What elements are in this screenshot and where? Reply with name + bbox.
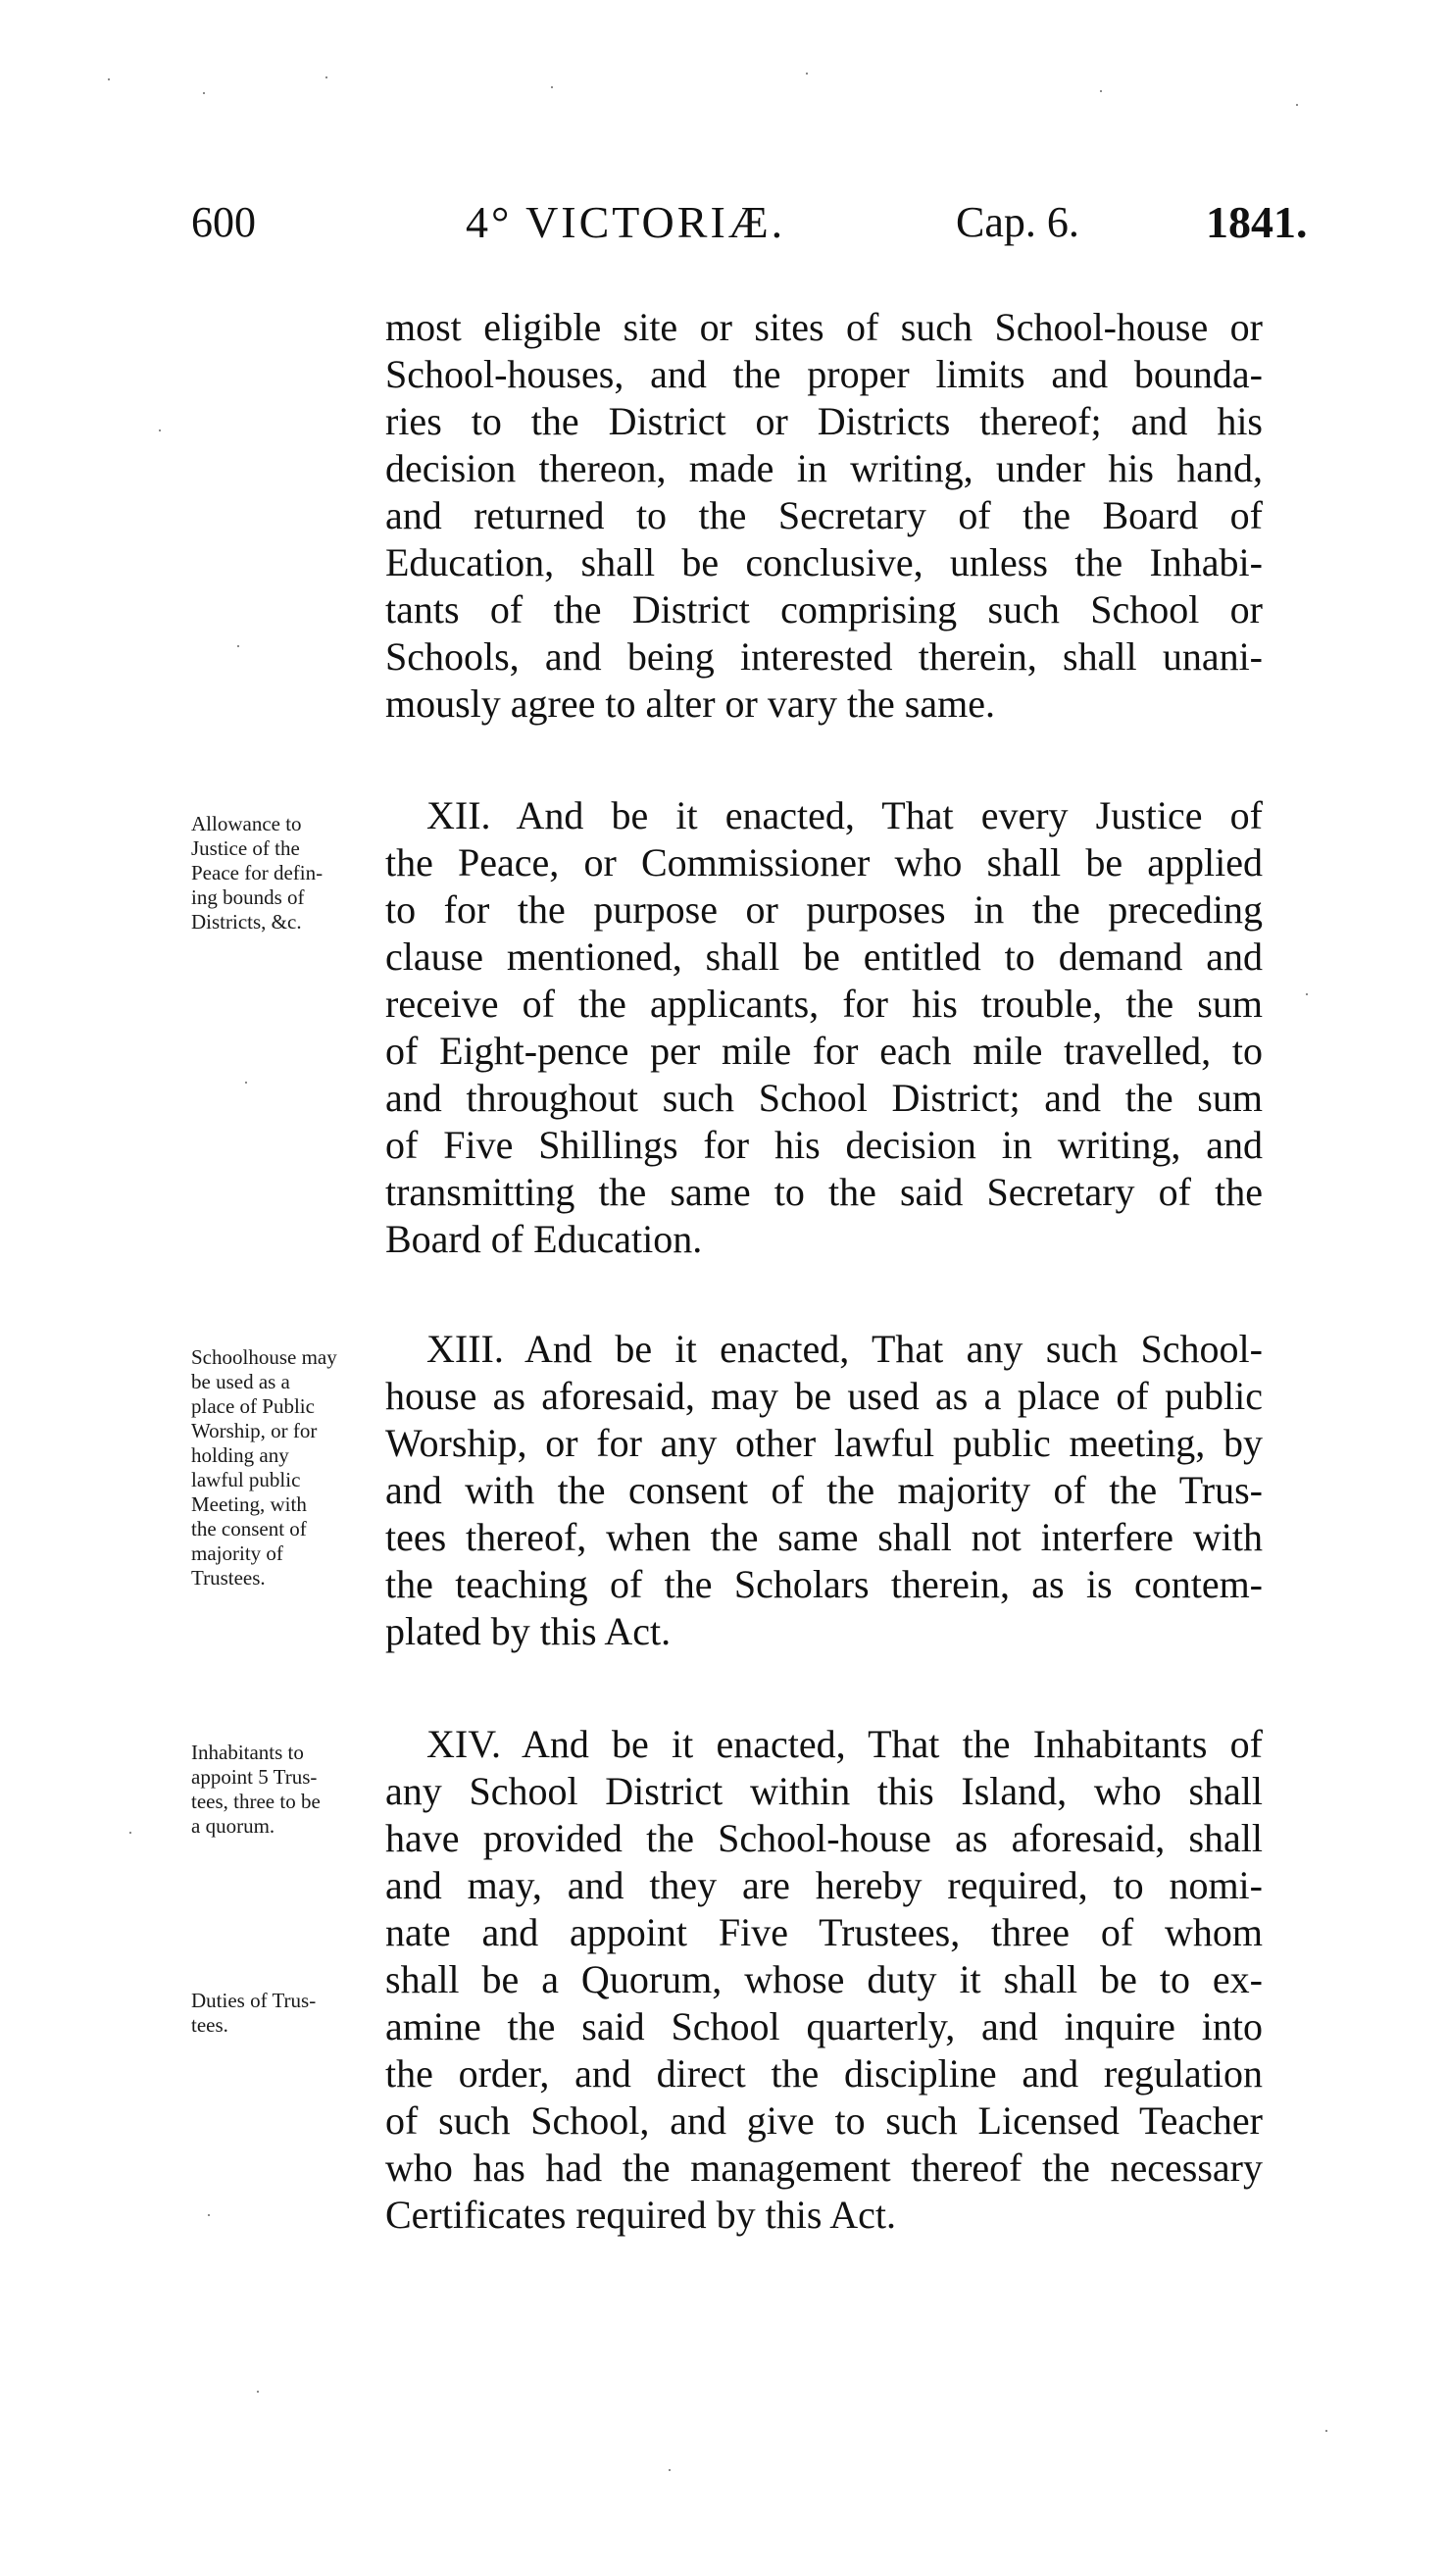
text-line: Worship, or for any other lawful public meeting, by — [385, 1421, 1263, 1465]
side-note-line: place of Public — [191, 1394, 315, 1418]
text-line: plated by this Act. — [385, 1609, 672, 1653]
running-title: 4° VICTORIÆ. — [466, 197, 786, 247]
scan-speck: · — [235, 636, 241, 656]
text-line: amine the said School quarterly, and inquire into — [385, 2004, 1263, 2048]
text-line: most eligible site or sites of such School-house or — [385, 305, 1263, 349]
side-note-line: be used as a — [191, 1370, 290, 1393]
text-line: ries to the District or Districts thereof; and his — [385, 399, 1263, 443]
scan-speck: · — [1098, 81, 1104, 101]
text-line: house as aforesaid, may be used as a place of public — [385, 1374, 1263, 1418]
text-line: and returned to the Secretary of the Board of — [385, 493, 1263, 537]
text-line: XIII. And be it enacted, That any such School- — [426, 1327, 1263, 1371]
text-line: XIV. And be it enacted, That the Inhabitants of — [426, 1722, 1263, 1766]
text-line: and may, and they are hereby required, to nomi- — [385, 1863, 1263, 1907]
text-line: School-houses, and the proper limits and bounda- — [385, 352, 1263, 396]
page-number: 600 — [191, 198, 256, 246]
side-note-line: Districts, &c. — [191, 910, 302, 934]
text-line: mously agree to alter or vary the same. — [385, 682, 995, 726]
side-note-line: tees, three to be — [191, 1790, 321, 1813]
side-note-duties — [191, 1989, 387, 2038]
scan-speck: · — [804, 64, 810, 83]
text-line: who has had the management thereof the necessary — [385, 2146, 1263, 2190]
scan-speck: · — [1323, 2421, 1329, 2441]
text-line: Schools, and being interested therein, shall unani- — [385, 634, 1263, 679]
scan-speck: · — [324, 68, 329, 87]
text-line: XII. And be it enacted, That every Justice of — [426, 793, 1263, 837]
text-line: any School District within this Island, who shall — [385, 1769, 1263, 1813]
scan-speck: · — [201, 83, 207, 103]
side-note-inhabitants — [191, 1741, 387, 1839]
side-note-line: appoint 5 Trus- — [191, 1765, 318, 1789]
side-note-line: Duties of Trus- — [191, 1989, 317, 2012]
text-line: and with the consent of the majority of the Trus- — [385, 1468, 1263, 1512]
text-line: the teaching of the Scholars therein, as is contem- — [385, 1562, 1263, 1606]
side-note-line: majority of — [191, 1541, 283, 1565]
text-line: tants of the District comprising such School or — [385, 587, 1263, 631]
text-line: Education, shall be conclusive, unless the Inhabi- — [385, 540, 1263, 584]
scan-speck: · — [549, 77, 555, 97]
text-line: have provided the School-house as aforesaid, shall — [385, 1816, 1263, 1860]
text-line: of such School, and give to such Licensed Teacher — [385, 2098, 1263, 2143]
text-line: Board of Education. — [385, 1217, 703, 1261]
scan-speck: · — [106, 70, 112, 89]
text-line: shall be a Quorum, whose duty it shall be to ex- — [385, 1957, 1263, 2001]
text-line: of Eight-pence per mile for each mile travelled, to — [385, 1029, 1263, 1073]
side-note-line: a quorum. — [191, 1814, 275, 1838]
year-label: 1841. — [1206, 197, 1308, 247]
text-line: tees thereof, when the same shall not interfere with — [385, 1515, 1263, 1559]
side-note-line: the consent of — [191, 1517, 307, 1541]
scan-speck: · — [206, 2205, 212, 2225]
side-note-line: Allowance to — [191, 812, 302, 835]
scan-speck: · — [667, 2460, 673, 2480]
scan-speck: · — [157, 421, 163, 440]
text-line: nate and appoint Five Trustees, three of whom — [385, 1910, 1263, 1954]
side-note-line: Trustees. — [191, 1566, 266, 1590]
side-note-line: Peace for defin- — [191, 861, 324, 884]
scan-speck: · — [1294, 95, 1300, 115]
side-note-line: tees. — [191, 2013, 228, 2037]
text-line: decision thereon, made in writing, under his hand, — [385, 446, 1263, 490]
text-line: to for the purpose or purposes in the preceding — [385, 887, 1263, 932]
scan-speck: · — [1304, 985, 1310, 1004]
side-note-line: Meeting, with — [191, 1492, 307, 1516]
side-note-line: Schoolhouse may — [191, 1345, 337, 1369]
scan-speck: · — [127, 1823, 133, 1843]
text-line: transmitting the same to the said Secretary of the — [385, 1170, 1263, 1214]
side-note-line: lawful public — [191, 1468, 301, 1491]
text-line: of Five Shillings for his decision in writing, and — [385, 1123, 1263, 1167]
text-line: the Peace, or Commissioner who shall be applied — [385, 840, 1263, 884]
side-note-line: ing bounds of — [191, 885, 305, 909]
side-note-schoolhouse-use — [191, 1345, 387, 1591]
text-line: Certificates required by this Act. — [385, 2193, 896, 2237]
side-note-line: holding any — [191, 1443, 289, 1467]
side-note-line: Worship, or for — [191, 1419, 318, 1442]
text-line: clause mentioned, shall be entitled to demand and — [385, 934, 1263, 979]
side-note-line: Justice of the — [191, 836, 300, 860]
text-line: receive of the applicants, for his trouble, the sum — [385, 982, 1263, 1026]
scan-speck: · — [243, 1073, 249, 1092]
text-line: and throughout such School District; and the sum — [385, 1076, 1263, 1120]
side-note-allowance — [191, 812, 387, 934]
chapter-label: Cap. 6. — [956, 198, 1079, 246]
side-note-line: Inhabitants to — [191, 1741, 304, 1764]
text-line: the order, and direct the discipline and regulation — [385, 2051, 1263, 2096]
scan-speck: · — [255, 2382, 261, 2401]
